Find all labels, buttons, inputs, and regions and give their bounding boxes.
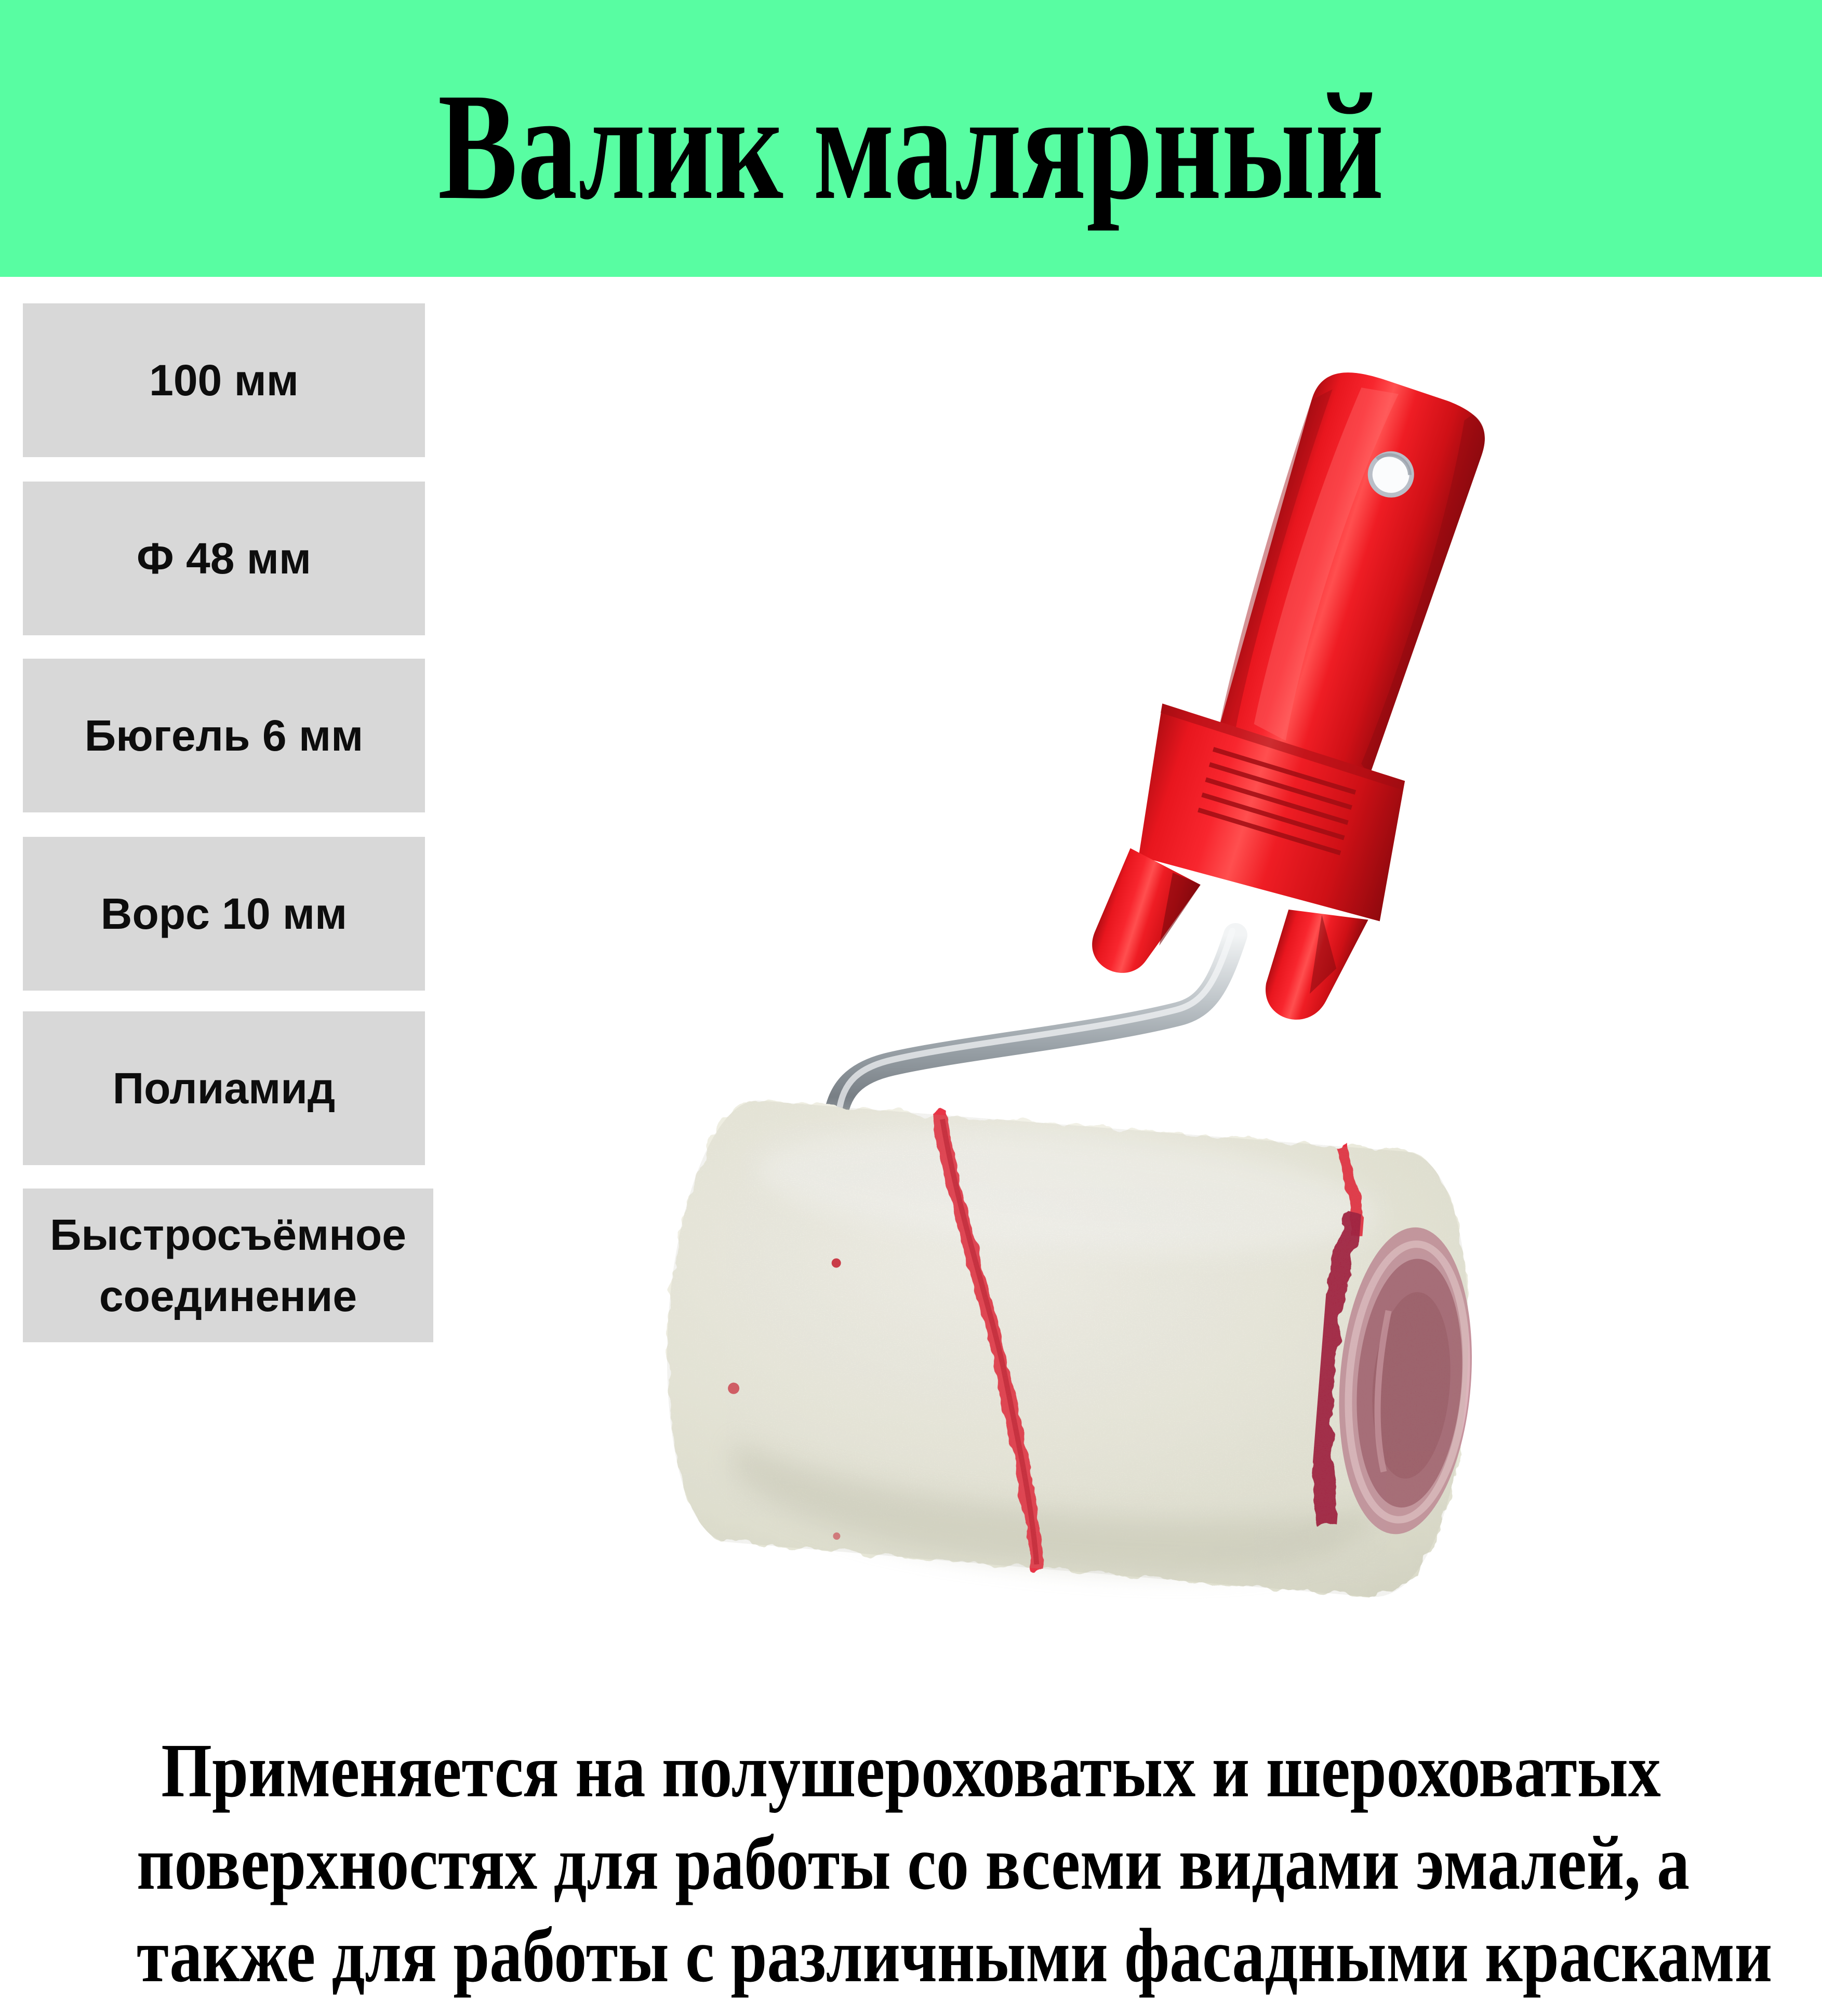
- clamp-right-prong: [1257, 896, 1368, 1033]
- spec-label: 100 мм: [149, 356, 299, 405]
- spec-label: Бюгель 6 мм: [84, 711, 364, 760]
- spec-label: Ворс 10 мм: [100, 889, 348, 938]
- description: [0, 1725, 1822, 2002]
- spec-label: Ф 48 мм: [136, 534, 312, 583]
- spec-label: Полиамид: [112, 1064, 336, 1113]
- spec-label: Быстросъёмное соединение: [50, 1210, 406, 1320]
- description-line: также для работы с различными фасадными красками: [137, 1913, 1773, 1998]
- description-line: Применяется на полушероховатых и шероховатых: [161, 1728, 1661, 1813]
- description-line: поверхностях для работы со всеми видами эмалей, а: [137, 1821, 1690, 1906]
- page-title: Валик малярный: [438, 61, 1384, 231]
- roller-handle: [1080, 345, 1537, 1044]
- frame-rod: [833, 931, 1235, 1138]
- roller-sleeve: [623, 1025, 1548, 1686]
